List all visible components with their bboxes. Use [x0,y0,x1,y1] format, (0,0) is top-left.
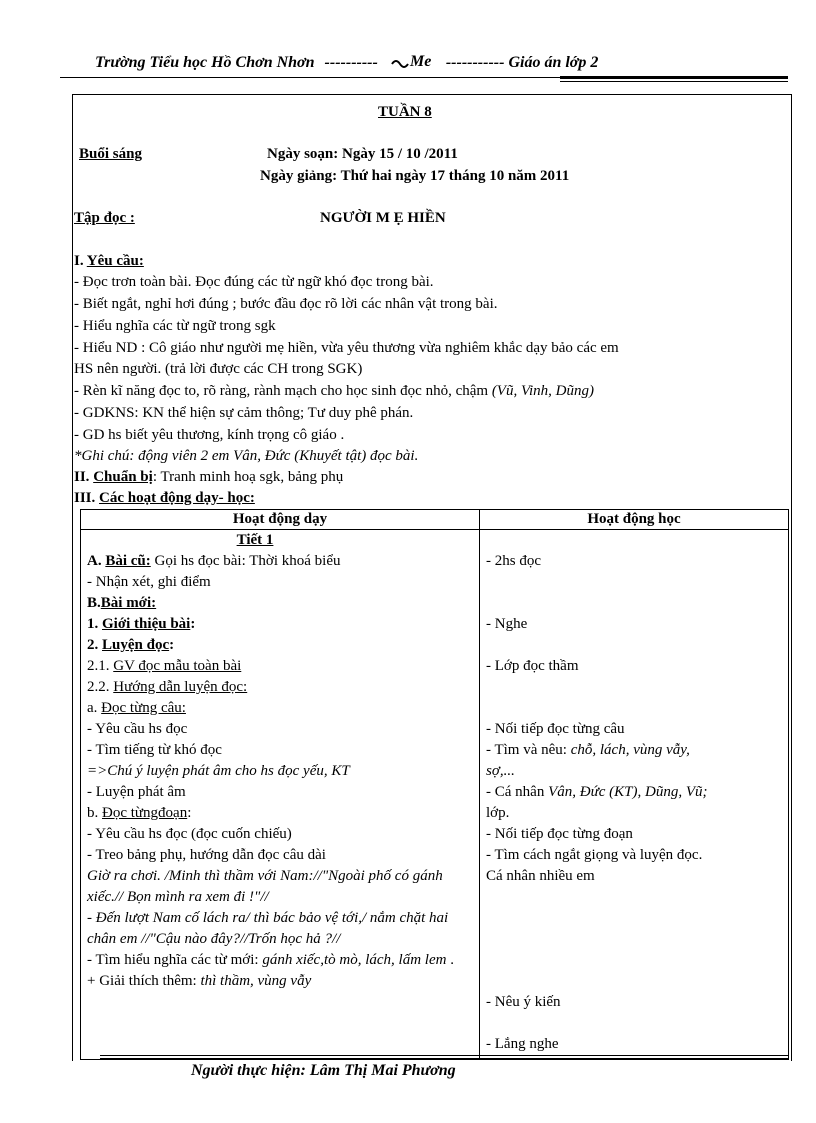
find-words-line: - Tìm tiếng từ khó đọc [87,742,222,758]
header-rule-thick [560,76,788,79]
week-title: TUẦN 8 [378,104,432,120]
section-2-text: : Tranh minh hoạ sgk, bảng phụ [152,469,344,485]
para-reading-suffix: : [187,805,192,821]
requirement-4: - Hiểu ND : Cô giáo như người mẹ hiền, vừa yêu thương vừa nghiêm khắc dạy bảo các em [74,340,619,356]
ask-read-line: - Yêu cầu hs đọc [87,721,188,737]
para-reading-line [87,803,473,824]
section-2-heading [74,469,343,486]
teach-date: Ngày giảng: Thứ hai ngày 17 tháng 10 năm 2011 [260,168,570,184]
s-listen2-line: - Lắng nghe [486,1036,559,1052]
section-2-number: II. [74,469,94,485]
vocab-line [87,950,473,971]
lesson-title: NGƯỜI M Ẹ HIỀN [320,210,446,226]
s-find-words-2: sợ,... [486,763,515,779]
teacher-column [81,530,480,1060]
s-many-line: Cá nhân nhiều em [486,868,595,884]
vocab-suffix: . [446,952,454,968]
new-lesson-title: Bài mới: [100,595,157,611]
old-lesson-line [87,551,473,572]
s-listen-line: - Nghe [486,616,528,632]
section-1-heading [74,253,144,270]
s-find-words: chỗ, lách, vùng vẫy, [570,742,690,758]
table-body-row [81,530,789,1060]
s-empty-5 [486,677,782,698]
s-find-line [486,740,782,761]
s-empty-11 [486,971,782,992]
new-lesson-line [87,593,473,614]
s-empty-3 [486,593,782,614]
explain-words: thì thầm, vùng vẫy [200,973,312,989]
section-2-title: Chuẩn bị [93,469,153,485]
prep-date: Ngày soạn: Ngày 15 / 10 /2011 [267,146,458,162]
s-individual-class: lớp. [486,805,510,821]
guide-reading-prefix: 2.2. [87,679,114,695]
s-pause-line: - Tìm cách ngắt giọng và luyện đọc. [486,847,703,863]
explain-prefix: + Giải thích thêm: [87,973,201,989]
explain-line [87,971,473,992]
para-reading-prefix: b. [87,805,102,821]
table-header-row [81,510,789,530]
s-empty-2 [486,572,782,593]
session-label: Buổi sáng [79,146,142,162]
footer-rule-1 [100,1055,788,1056]
practice-reading-title: Luyện đọc [102,637,170,653]
s-individual-line [486,782,782,803]
header-dashes-left: ---------- [324,54,378,72]
practice-reading-line [87,635,473,656]
note-weak-line: =>Chú ý luyện phát âm cho hs đọc yếu, KT [87,763,350,779]
ask-roll-line: - Yêu cầu hs đọc (đọc cuốn chiếu) [87,826,292,842]
board-line: - Treo bảng phụ, hướng dẫn đọc câu dài [87,847,326,863]
section-1-number: I. [74,253,87,269]
quote-2: - Đến lượt Nam cố lách ra/ thì bác bảo vệ tới,/ nắm chặt hai chân em //"Cậu nào đây?//Trốn học hả ?// [87,910,449,947]
requirement-skill-text: - Rèn kĩ năng đọc to, rõ ràng, rành mạch cho học sinh đọc nhỏ, chậm [74,383,492,399]
guide-reading-title: Hướng dẫn luyện đọc: [113,679,248,695]
requirement-gdkns: - GDKNS: KN thể hiện sự cảm thông; Tư duy phê phán. [74,405,414,421]
quote-1: Giờ ra chơi. /Minh thì thầm với Nam://"Ngoài phố có gánh xiếc.// Bọn mình ra xem đi !"// [87,868,443,905]
tiet-label: Tiết 1 [236,532,274,548]
model-reading-line [87,656,473,677]
header-dashes-right: ----------- [445,54,505,72]
s-individual-prefix: - Cá nhân [486,784,549,800]
vocab-prefix: - Tìm hiểu nghĩa các từ mới: [87,952,263,968]
header-rule-2 [560,81,788,82]
intro-line [87,614,473,635]
old-lesson-prefix: A. [87,553,106,569]
footer-rule-2 [100,1058,788,1060]
s-empty-9 [486,929,782,950]
s-empty-6 [486,698,782,719]
requirement-2: - Biết ngắt, nghỉ hơi đúng ; bước đầu đọc rõ lời các nhân vật trong bài. [74,296,498,312]
model-reading-title: GV đọc mẫu toàn bài [113,658,242,674]
vocab-words: gánh xiếc,tò mò, lách, lấm lem [262,952,447,968]
s-opinion-line: - Nêu ý kiến [486,994,561,1010]
old-lesson-text: Gọi hs đọc bài: Thời khoá biểu [150,553,341,569]
requirement-4-cont: HS nên người. (trả lời được các CH trong SGK) [74,361,363,377]
requirement-gd: - GD hs biết yêu thương, kính trọng cô giáo . [74,427,345,443]
section-3-number: III. [74,490,100,506]
header-title: Giáo án lớp 2 [508,54,599,72]
intro-suffix: : [190,616,196,632]
school-name: Trường Tiểu học Hồ Chơn Nhơn [95,54,315,72]
s-find-prefix: - Tìm và nêu: [486,742,571,758]
s-empty-4 [486,635,782,656]
requirement-1: - Đọc trơn toàn bài. Đọc đúng các từ ngữ khó đọc trong bài. [74,274,434,290]
s-sentence-line: - Nối tiếp đọc từng câu [486,721,625,737]
sentence-reading-prefix: a. [87,700,102,716]
s-empty-1 [486,530,782,551]
requirement-skill-names: (Vũ, Vinh, Dũng) [491,383,595,399]
col-header-student: Hoạt động học [480,510,789,530]
s-empty-12 [486,1013,782,1034]
logo-text: Me [409,53,432,70]
student-column [480,530,789,1060]
requirement-3: - Hiểu nghĩa các từ ngữ trong sgk [74,318,276,334]
page-header [95,52,598,75]
section-1-title: Yêu cầu: [86,253,144,269]
intro-title: Giới thiệu bài [102,616,191,632]
s-empty-10 [486,950,782,971]
requirement-skill [74,383,594,400]
old-lesson-note: - Nhận xét, ghi điểm [87,574,211,590]
s-empty-8 [486,908,782,929]
footer-author: Người thực hiện: Lâm Thị Mai Phương [191,1062,456,1079]
activities-table [80,509,789,1060]
note-line: *Ghi chú: động viên 2 em Vân, Đức (Khuyết tật) đọc bài. [74,448,419,464]
col-header-teacher: Hoạt động dạy [81,510,480,530]
s-read-line: - 2hs đọc [486,553,541,569]
practice-reading-prefix: 2. [87,637,102,653]
s-empty-7 [486,887,782,908]
s-para-line: - Nối tiếp đọc từng đoạn [486,826,633,842]
section-3-heading [74,490,255,507]
intro-prefix: 1. [87,616,102,632]
old-lesson-title: Bài cũ: [105,553,151,569]
guide-reading-line [87,677,473,698]
practice-line: - Luyện phát âm [87,784,186,800]
section-3-title: Các hoạt động dạy- học: [99,490,255,506]
para-reading-title: Đọc từngđoạn [102,805,188,821]
sentence-reading-title: Đọc từng câu: [101,700,186,716]
s-individual-names: Vân, Đức (KT), Dũng, Vũ; [548,784,708,800]
practice-reading-suffix: : [169,637,175,653]
model-reading-prefix: 2.1. [87,658,114,674]
subject-label: Tập đọc : [74,210,135,226]
new-lesson-prefix: B. [87,595,101,611]
sentence-reading-line [87,698,473,719]
s-silent-line: - Lớp đọc thầm [486,658,579,674]
